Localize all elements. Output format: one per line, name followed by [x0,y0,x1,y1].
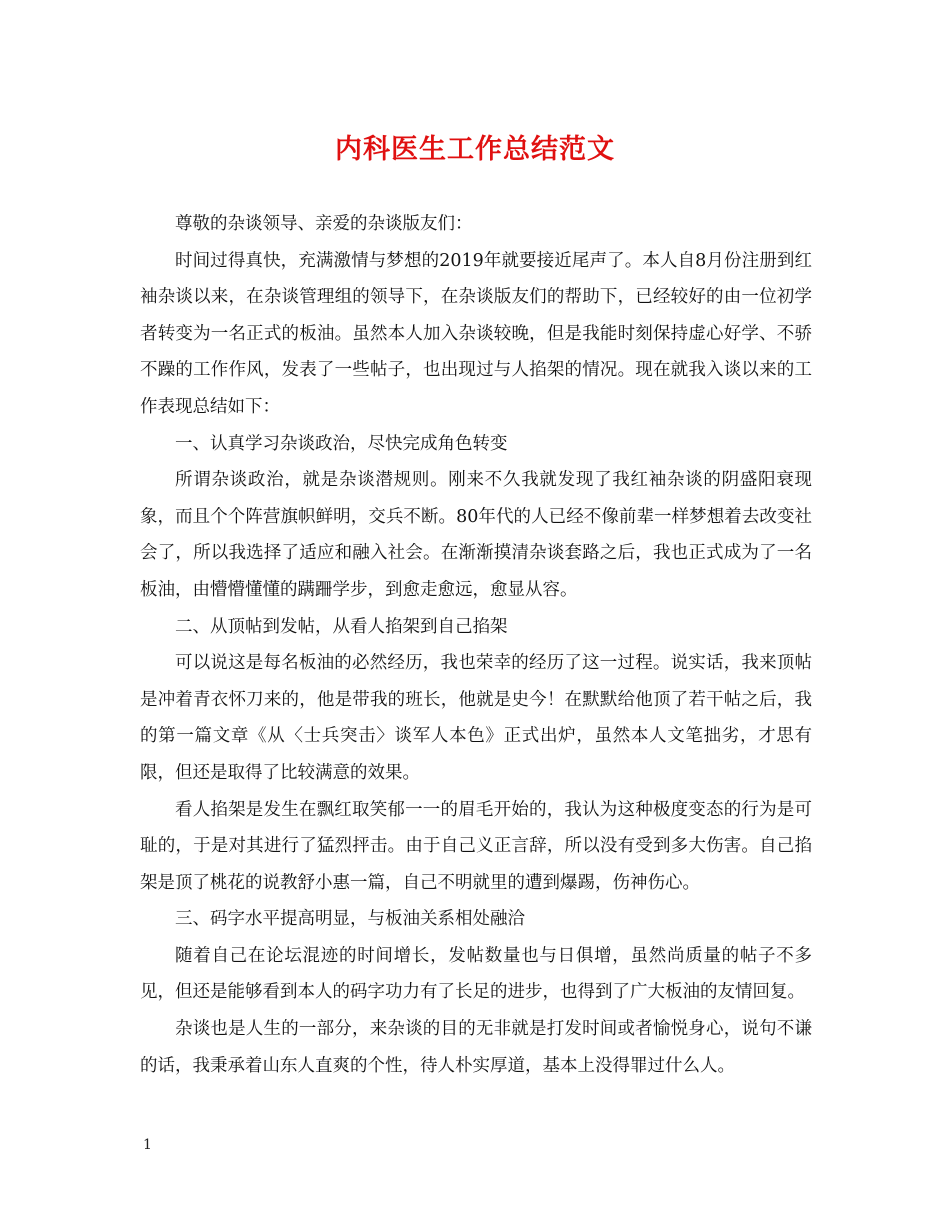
intro-paragraph: 时间过得真快，充满激情与梦想的2019年就要接近尾声了。本人自8月份注册到红袖杂谈以来，在杂谈管理组的领导下，在杂谈版友们的帮助下，已经较好的由一位初学者转变为一名正式的板油。虽然本人加入杂谈较晚，但是我能时刻保持虚心好学、不骄不躁的工作作风，发表了一些帖子，也出现过与人掐架的情况。现在就我入谈以来的工作表现总结如下： [140,250,812,417]
document-title: 内科医生工作总结范文 [335,134,615,165]
body-paragraph: 看人掐架是发生在飘红取笑郁一一的眉毛开始的，我认为这种极度变态的行为是可耻的，于是对其进行了猛烈抨击。由于自己义正言辞，所以没有受到多大伤害。自己掐架是顶了桃花的说教舒小惠一篇，自己不明就里的遭到爆踢，伤神伤心。 [140,799,812,893]
body-paragraph: 所谓杂谈政治，就是杂谈潜规则。刚来不久我就发现了我红袖杂谈的阴盛阳衰现象，而且个个阵营旗帜鲜明，交兵不断。80年代的人已经不像前辈一样梦想着去改变社会了，所以我选择了适应和融入社会。在渐渐摸清杂谈套路之后，我也正式成为了一名板油，由懵懵懂懂的蹒跚学步，到愈走愈远，愈显从容。 [140,470,812,600]
section-heading-1: 一、认真学习杂谈政治，尽快完成角色转变 [175,433,508,454]
page-number: 1 [143,1137,152,1153]
greeting-paragraph: 尊敬的杂谈领导、亲爱的杂谈版友们： [175,214,473,234]
body-paragraph: 随着自己在论坛混迹的时间增长，发帖数量也与日俱增，虽然尚质量的帖子不多见，但还是能够看到本人的码字功力有了长足的进步，也得到了广大板油的友情回复。 [140,945,812,1003]
section-heading-2: 二、从顶帖到发帖，从看人掐架到自己掐架 [175,616,508,637]
document-body [140,206,812,1084]
body-paragraph: 杂谈也是人生的一部分，来杂谈的目的无非就是打发时间或者愉悦身心，说句不谦的话，我秉承着山东人直爽的个性，待人朴实厚道，基本上没得罪过什么人。 [140,1019,812,1076]
body-paragraph: 可以说这是每名板油的必然经历，我也荣幸的经历了这一过程。说实话，我来顶帖是冲着青衣怀刀来的，他是带我的班长，他就是史今！在默默给他顶了若干帖之后，我的第一篇文章《从〈士兵突击〉谈军人本色》正式出炉，虽然本人文笔拙劣，才思有限，但还是取得了比较满意的效果。 [140,653,812,783]
section-heading-3: 三、码字水平提高明显，与板油关系相处融洽 [175,909,525,930]
